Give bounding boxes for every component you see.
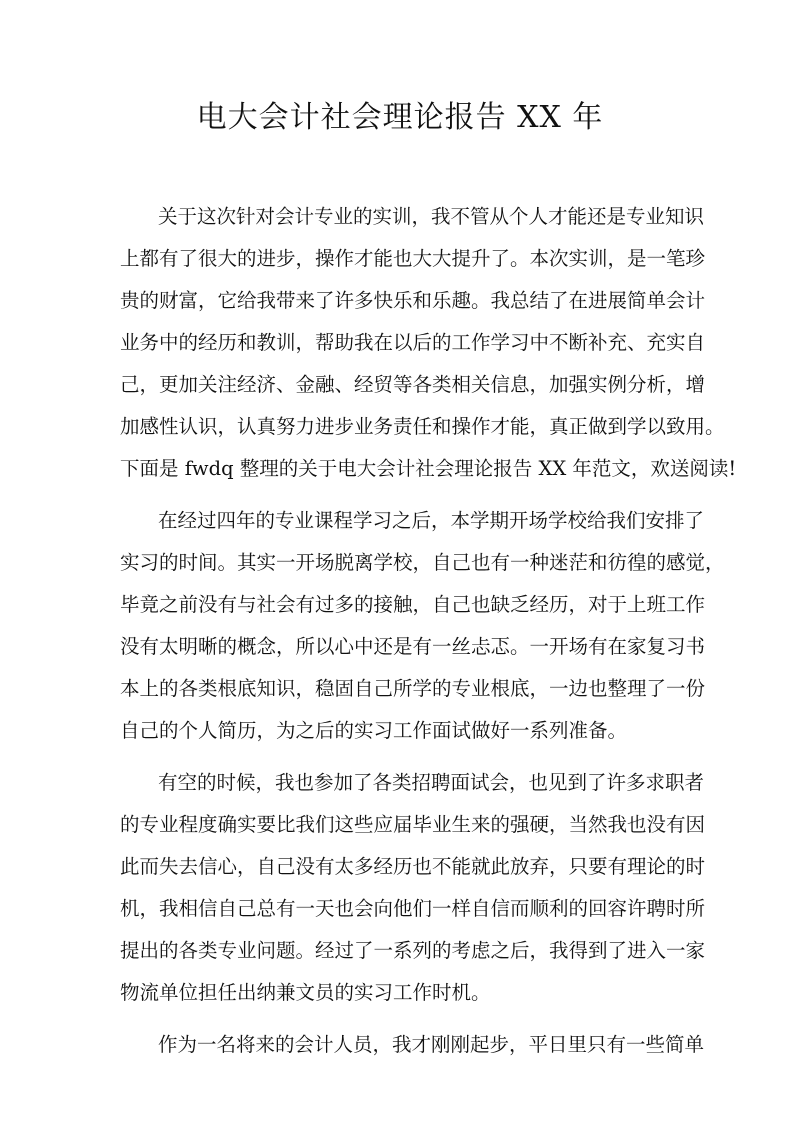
text-line: 的专业程度确实要比我们这些应届毕业生来的强硬，当然我也没有因 <box>120 813 706 836</box>
text-line: 实习的时间。其实一开场脱离学校，自己也有一种迷茫和彷徨的感觉， <box>120 551 725 574</box>
text-line: 贵的财富，它给我带来了许多快乐和乐趣。我总结了在进展简单会计 <box>120 289 706 312</box>
text-line: 物流单位担任出纳兼文员的实习工作时机。 <box>120 981 491 1004</box>
text-line: 没有太明晰的概念，所以心中还是有一丝忐忑。一开场有在家复习书 <box>120 635 706 658</box>
text-line: 关于这次针对会计专业的实训，我不管从个人才能还是专业知识 <box>158 205 705 228</box>
text-line: 提出的各类专业问题。经过了一系列的考虑之后，我得到了进入一家 <box>120 939 706 962</box>
text-line: 作为一名将来的会计人员，我才刚刚起步，平日里只有一些简单 <box>158 1033 705 1056</box>
text-line: 上都有了很大的进步，操作才能也大大提升了。本次实训，是一笔珍 <box>120 247 706 270</box>
paragraph-3 <box>120 762 706 1014</box>
text-line: 机，我相信自己总有一天也会向他们一样自信而顺利的回容许聘时所 <box>120 897 706 920</box>
text-line: 有空的时候，我也参加了各类招聘面试会，也见到了许多求职者 <box>158 771 705 794</box>
text-line: 本上的各类根底知识，稳固自己所学的专业根底，一边也整理了一份 <box>120 677 706 700</box>
document-body <box>120 196 737 1066</box>
text-line: 在经过四年的专业课程学习之后，本学期开场学校给我们安排了 <box>158 509 705 532</box>
text-line: 下面是 fwdq 整理的关于电大会计社会理论报告 XX 年范文，欢送阅读! <box>120 457 737 480</box>
paragraph-2 <box>120 500 725 752</box>
text-line: 己，更加关注经济、金融、经贸等各类相关信息，加强实例分析，增 <box>120 373 706 396</box>
text-line: 此而失去信心，自己没有太多经历也不能就此放弃，只要有理论的时 <box>120 855 706 878</box>
paragraph-4 <box>120 1024 705 1066</box>
text-line: 毕竟之前没有与社会有过多的接触，自己也缺乏经历，对于上班工作 <box>120 593 706 616</box>
text-line: 加感性认识，认真努力进步业务责任和操作才能，真正做到学以致用。 <box>120 415 725 438</box>
paragraph-1 <box>120 196 737 490</box>
document-title: 电大会计社会理论报告 XX 年 <box>196 100 604 135</box>
text-line: 业务中的经历和教训，帮助我在以后的工作学习中不断补充、充实自 <box>120 331 706 354</box>
text-line: 自己的个人简历，为之后的实习工作面试做好一系列准备。 <box>120 719 628 742</box>
